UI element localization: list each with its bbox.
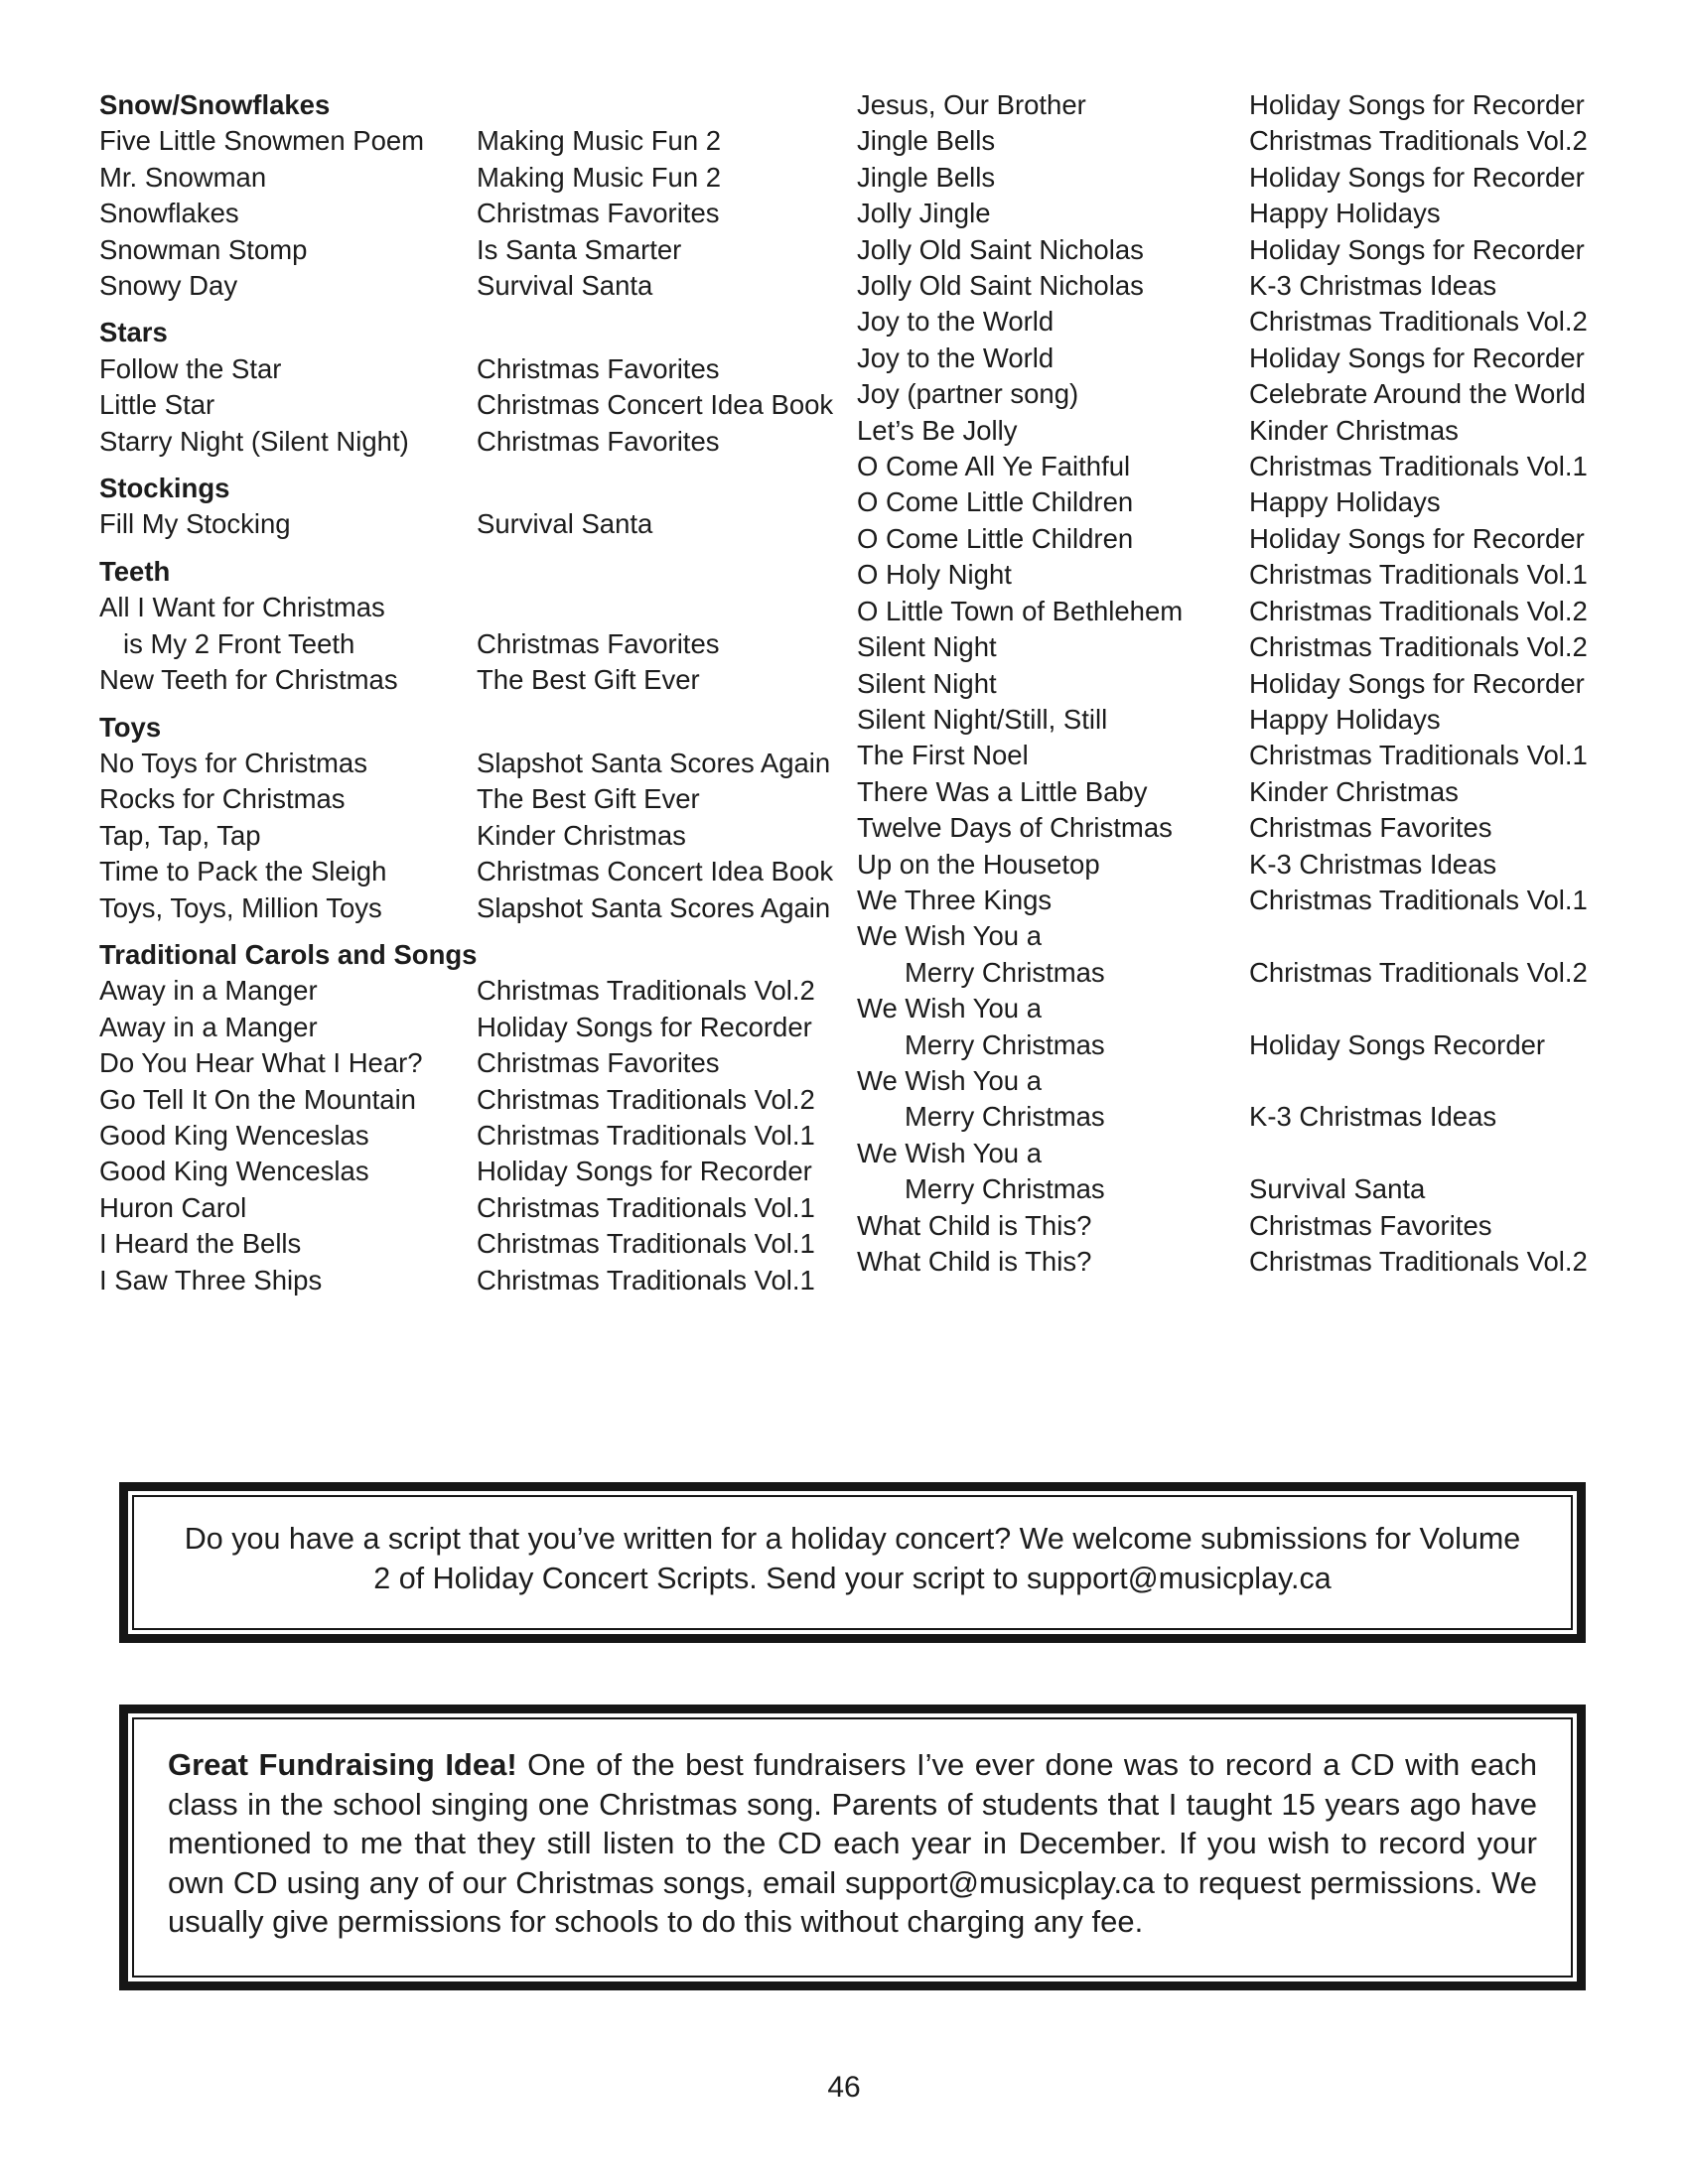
song-title: We Wish You a xyxy=(857,1137,1042,1168)
song-title: Jingle Bells xyxy=(857,161,996,193)
song-title: Five Little Snowmen Poem xyxy=(99,125,425,157)
song-title: Good King Wenceslas xyxy=(99,1119,369,1151)
song-row xyxy=(857,738,1597,773)
song-row xyxy=(857,955,1597,991)
song-source xyxy=(1249,991,1597,1026)
song-source: Slapshot Santa Scores Again xyxy=(477,747,831,778)
song-row xyxy=(857,702,1597,738)
song-row xyxy=(857,666,1597,702)
section-heading: Toys xyxy=(99,711,162,743)
song-title: Tap, Tap, Tap xyxy=(99,819,261,851)
song-source: Happy Holidays xyxy=(1249,703,1441,735)
song-source: Christmas Traditionals Vol.1 xyxy=(1249,884,1588,915)
song-title: Jingle Bells xyxy=(857,125,996,157)
song-row xyxy=(99,818,829,854)
song-title: Good King Wenceslas xyxy=(99,1156,369,1187)
song-row xyxy=(99,1118,829,1154)
song-source: Holiday Songs for Recorder xyxy=(477,1011,812,1042)
script-submission-text: Do you have a script that you’ve written for a holiday concert? We welcome submissions for Volume 2 of Holiday Concert Scripts. Send your script to support@musicplay.ca xyxy=(184,1522,1521,1595)
song-row xyxy=(99,626,829,662)
song-source: Happy Holidays xyxy=(1249,198,1441,229)
song-source: The Best Gift Ever xyxy=(477,664,700,696)
song-title: Up on the Housetop xyxy=(857,848,1100,880)
song-title: Merry Christmas xyxy=(905,1028,1105,1060)
song-row xyxy=(99,854,834,889)
song-source: Survival Santa xyxy=(477,508,653,540)
song-row xyxy=(857,1244,1597,1280)
song-source: The Best Gift Ever xyxy=(477,783,700,815)
song-title: Mr. Snowman xyxy=(99,161,267,193)
fundraising-idea-box-inner xyxy=(132,1717,1573,1978)
song-source: Christmas Traditionals Vol.2 xyxy=(1249,595,1588,626)
script-submission-box xyxy=(119,1482,1586,1643)
song-source: Is Santa Smarter xyxy=(477,233,682,265)
song-source: Holiday Songs for Recorder xyxy=(1249,667,1585,699)
song-title: We Wish You a xyxy=(857,920,1042,952)
song-source: Celebrate Around the World xyxy=(1249,378,1586,410)
song-row xyxy=(857,160,1597,196)
section-heading: Stars xyxy=(99,317,168,348)
song-source: Christmas Traditionals Vol.2 xyxy=(477,1083,815,1115)
song-row xyxy=(857,304,1597,340)
song-row xyxy=(99,268,829,304)
song-title: We Wish You a xyxy=(857,1064,1042,1096)
song-source: Christmas Traditionals Vol.1 xyxy=(1249,740,1588,771)
song-title: We Wish You a xyxy=(857,993,1042,1024)
song-title: Do You Hear What I Hear? xyxy=(99,1047,423,1079)
song-title: All I Want for Christmas xyxy=(99,592,385,623)
song-title: Let’s Be Jolly xyxy=(857,414,1018,446)
song-row xyxy=(99,387,834,423)
song-source: Christmas Traditionals Vol.2 xyxy=(1249,631,1588,663)
song-row xyxy=(99,123,829,159)
song-source: Holiday Songs for Recorder xyxy=(1249,89,1585,120)
song-source: Survival Santa xyxy=(1249,1173,1426,1205)
song-source: Christmas Traditionals Vol.1 xyxy=(477,1119,815,1151)
song-source: Making Music Fun 2 xyxy=(477,125,722,157)
song-source xyxy=(477,590,829,625)
song-row xyxy=(857,1171,1597,1207)
song-row xyxy=(99,1190,829,1226)
song-row xyxy=(857,883,1597,918)
song-source: K-3 Christmas Ideas xyxy=(1249,1101,1497,1133)
song-row xyxy=(99,351,829,387)
song-section xyxy=(857,87,1597,1280)
song-source: Christmas Favorites xyxy=(1249,1209,1492,1241)
section-heading: Stockings xyxy=(99,473,230,504)
song-source: Christmas Favorites xyxy=(477,1047,720,1079)
song-title: No Toys for Christmas xyxy=(99,747,367,778)
song-row xyxy=(857,484,1597,520)
song-row xyxy=(857,87,1597,123)
song-title: Snowman Stomp xyxy=(99,233,308,265)
song-row xyxy=(857,991,1597,1026)
song-title: Merry Christmas xyxy=(905,956,1105,988)
right-column xyxy=(857,87,1597,1280)
song-source: Christmas Favorites xyxy=(477,627,720,659)
song-row xyxy=(857,847,1597,883)
song-source xyxy=(1249,1136,1597,1171)
song-title: What Child is This? xyxy=(857,1246,1092,1277)
song-row xyxy=(99,232,829,268)
song-row xyxy=(99,160,829,196)
song-source: Making Music Fun 2 xyxy=(477,161,722,193)
song-title: New Teeth for Christmas xyxy=(99,664,398,696)
song-source: Holiday Songs for Recorder xyxy=(1249,522,1585,554)
song-source: Christmas Favorites xyxy=(1249,812,1492,844)
song-title: Rocks for Christmas xyxy=(99,783,346,815)
song-section xyxy=(99,710,834,926)
fundraising-idea-body: One of the best fundraisers I’ve ever done was to record a CD with each class in the school singing one Christmas song. Parents of students that I taught 15 years ago have mentioned to me that they still listen to the CD each year in December. If you wish to record your own CD using any of our Christmas songs, email support@musicplay.ca to request permissions. We usually give permissions for schools to do this without charging any fee. xyxy=(168,1747,1537,1939)
song-section xyxy=(99,471,829,543)
song-source: Happy Holidays xyxy=(1249,486,1441,518)
song-title: Joy to the World xyxy=(857,341,1055,373)
song-title: Starry Night (Silent Night) xyxy=(99,425,409,457)
song-title: O Come Little Children xyxy=(857,486,1134,518)
song-title: I Saw Three Ships xyxy=(99,1264,323,1296)
song-source xyxy=(1249,918,1597,954)
song-source: Christmas Favorites xyxy=(477,198,720,229)
song-source: Holiday Songs Recorder xyxy=(1249,1028,1546,1060)
song-row xyxy=(857,774,1597,810)
song-row xyxy=(99,1045,829,1081)
left-column xyxy=(99,87,834,1298)
song-title: Silent Night/Still, Still xyxy=(857,703,1108,735)
section-heading: Traditional Carols and Songs xyxy=(99,938,478,970)
fundraising-idea-lead: Great Fundraising Idea! xyxy=(168,1747,517,1782)
song-title: O Come Little Children xyxy=(857,522,1134,554)
song-row xyxy=(857,557,1597,593)
song-row xyxy=(99,424,829,460)
song-source: Survival Santa xyxy=(477,270,653,302)
song-row xyxy=(857,376,1597,412)
song-title: Away in a Manger xyxy=(99,975,318,1007)
song-row xyxy=(857,449,1597,484)
song-title: Merry Christmas xyxy=(905,1101,1105,1133)
song-title: We Three Kings xyxy=(857,884,1053,915)
song-row xyxy=(857,196,1597,231)
song-source: Christmas Traditionals Vol.2 xyxy=(1249,956,1588,988)
song-title: Huron Carol xyxy=(99,1191,247,1223)
song-source: K-3 Christmas Ideas xyxy=(1249,848,1497,880)
song-row xyxy=(857,1208,1597,1244)
song-title: is My 2 Front Teeth xyxy=(123,627,355,659)
song-row xyxy=(857,810,1597,846)
script-submission-box-inner xyxy=(132,1495,1573,1630)
song-source: Christmas Traditionals Vol.2 xyxy=(1249,306,1588,338)
song-source: Christmas Traditionals Vol.1 xyxy=(477,1264,815,1296)
song-row xyxy=(99,973,829,1009)
song-row xyxy=(99,196,829,231)
song-row xyxy=(857,594,1597,629)
song-row xyxy=(857,521,1597,557)
song-row xyxy=(99,746,829,781)
song-title: Little Star xyxy=(99,389,215,421)
song-source: Christmas Favorites xyxy=(477,352,720,384)
song-source: Holiday Songs for Recorder xyxy=(1249,341,1585,373)
song-row xyxy=(857,268,1597,304)
song-source: Kinder Christmas xyxy=(1249,414,1459,446)
song-title: Follow the Star xyxy=(99,352,282,384)
song-row xyxy=(99,890,829,926)
song-source: Christmas Concert Idea Book xyxy=(477,856,834,887)
song-title: Merry Christmas xyxy=(905,1173,1105,1205)
song-source: Christmas Traditionals Vol.2 xyxy=(1249,1246,1588,1277)
song-source: Kinder Christmas xyxy=(477,819,686,851)
song-row xyxy=(857,341,1597,376)
song-title: Joy (partner song) xyxy=(857,378,1079,410)
song-title: Snowflakes xyxy=(99,198,239,229)
song-title: Away in a Manger xyxy=(99,1011,318,1042)
song-title: O Holy Night xyxy=(857,559,1012,591)
song-row xyxy=(99,1263,829,1298)
song-source: Christmas Traditionals Vol.2 xyxy=(477,975,815,1007)
song-row xyxy=(857,232,1597,268)
song-source: Holiday Songs for Recorder xyxy=(1249,233,1585,265)
song-title: Jesus, Our Brother xyxy=(857,89,1086,120)
fundraising-idea-text xyxy=(168,1745,1537,1942)
song-source: Christmas Traditionals Vol.1 xyxy=(1249,451,1588,482)
song-title: Jolly Old Saint Nicholas xyxy=(857,233,1144,265)
song-source: K-3 Christmas Ideas xyxy=(1249,270,1497,302)
section-heading: Teeth xyxy=(99,555,171,587)
song-title: The First Noel xyxy=(857,740,1029,771)
song-row xyxy=(99,1010,829,1045)
song-title: Jolly Jingle xyxy=(857,198,991,229)
song-row xyxy=(99,781,829,817)
song-row xyxy=(857,123,1597,159)
song-source xyxy=(1249,1063,1597,1099)
song-row xyxy=(99,662,829,698)
song-section xyxy=(99,315,834,460)
song-title: Go Tell It On the Mountain xyxy=(99,1083,416,1115)
song-row xyxy=(99,1154,829,1189)
song-title: Silent Night xyxy=(857,631,997,663)
song-source: Holiday Songs for Recorder xyxy=(1249,161,1585,193)
song-title: What Child is This? xyxy=(857,1209,1092,1241)
song-title: Joy to the World xyxy=(857,306,1055,338)
song-title: There Was a Little Baby xyxy=(857,775,1148,807)
song-row xyxy=(857,1027,1597,1063)
song-row xyxy=(857,413,1597,449)
song-source: Christmas Traditionals Vol.1 xyxy=(477,1191,815,1223)
song-source: Christmas Favorites xyxy=(477,425,720,457)
song-source: Christmas Traditionals Vol.1 xyxy=(477,1228,815,1260)
song-row xyxy=(99,506,829,542)
song-row xyxy=(99,1082,829,1118)
song-row xyxy=(857,1099,1597,1135)
song-source: Christmas Concert Idea Book xyxy=(477,389,834,421)
song-row xyxy=(857,629,1597,665)
song-title: Jolly Old Saint Nicholas xyxy=(857,270,1144,302)
song-row xyxy=(99,1226,829,1262)
song-section xyxy=(99,87,829,304)
fundraising-idea-box xyxy=(119,1705,1586,1990)
song-title: Snowy Day xyxy=(99,270,238,302)
song-section xyxy=(99,554,829,699)
song-source: Slapshot Santa Scores Again xyxy=(477,891,831,923)
song-title: I Heard the Bells xyxy=(99,1228,302,1260)
page-number: 46 xyxy=(827,2071,861,2104)
song-title: Time to Pack the Sleigh xyxy=(99,856,387,887)
song-row xyxy=(857,1136,1597,1171)
song-row xyxy=(857,1063,1597,1099)
song-source: Christmas Traditionals Vol.2 xyxy=(1249,125,1588,157)
song-title: Twelve Days of Christmas xyxy=(857,812,1173,844)
song-title: O Little Town of Bethlehem xyxy=(857,595,1184,626)
song-section xyxy=(99,937,829,1298)
song-row xyxy=(99,590,829,625)
song-row xyxy=(857,918,1597,954)
song-title: Fill My Stocking xyxy=(99,508,291,540)
song-title: Silent Night xyxy=(857,667,997,699)
section-heading: Snow/Snowflakes xyxy=(99,89,331,120)
song-source: Holiday Songs for Recorder xyxy=(477,1156,812,1187)
song-title: O Come All Ye Faithful xyxy=(857,451,1131,482)
song-source: Christmas Traditionals Vol.1 xyxy=(1249,559,1588,591)
song-title: Toys, Toys, Million Toys xyxy=(99,891,382,923)
song-source: Kinder Christmas xyxy=(1249,775,1459,807)
